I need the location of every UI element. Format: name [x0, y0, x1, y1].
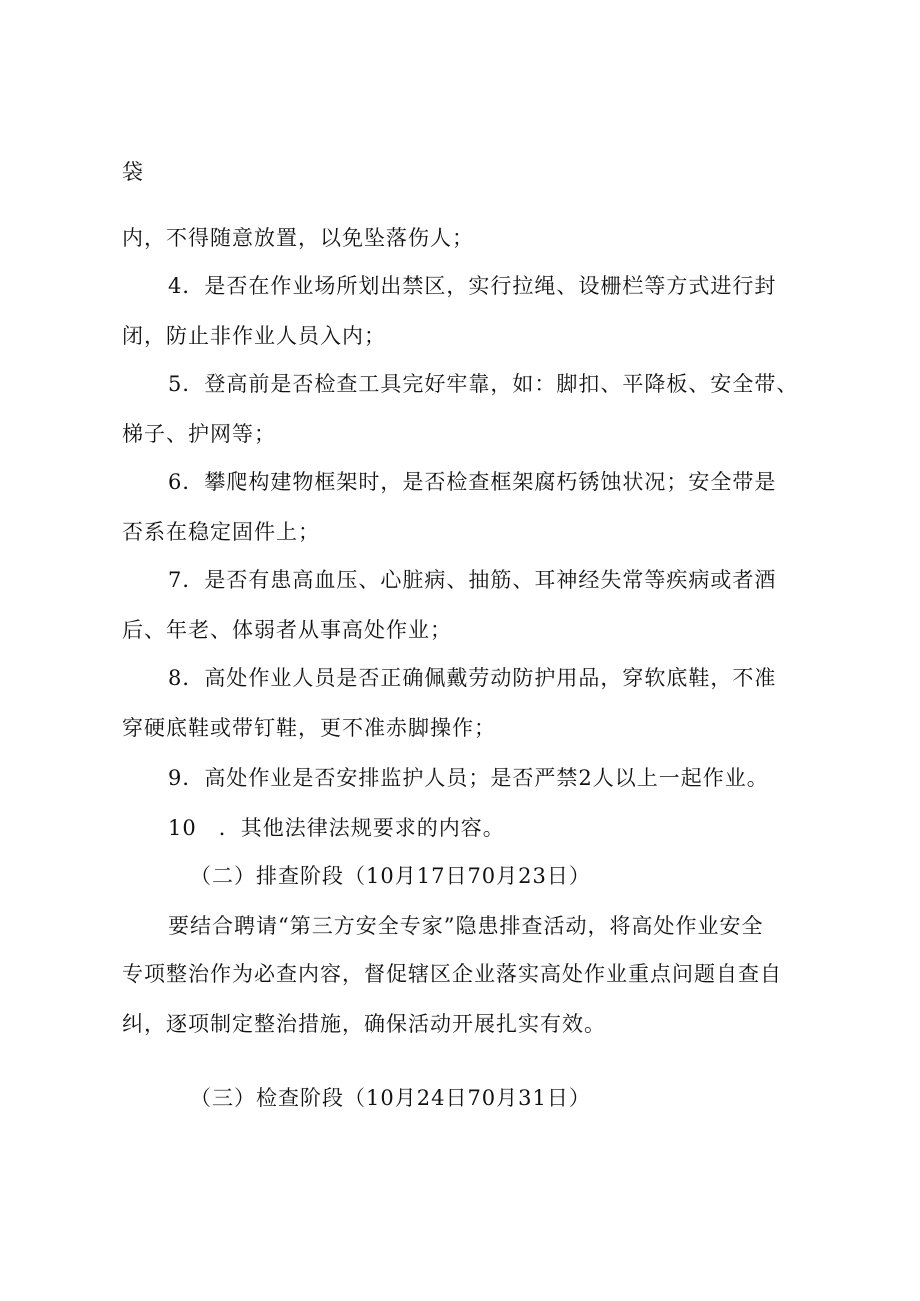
paragraph-line-2: 专项整治作为必查内容，督促辖区企业落实高处作业重点问题自查自 [122, 962, 782, 986]
list-item-4-cont: 闭，防止非作业人员入内； [122, 324, 386, 348]
list-item-5: 5．登高前是否检查工具完好牢靠，如：脚扣、平降板、安全带、 [168, 372, 799, 396]
list-item-7: 7．是否有患高血压、心脏病、抽筋、耳神经失常等疾病或者酒 [168, 568, 777, 592]
section-heading-2: （二）排查阶段（10月17日70月23日） [190, 864, 591, 888]
list-item-5-cont: 梯子、护网等； [122, 422, 276, 446]
section-heading-3: （三）检查阶段（10月24日70月31日） [190, 1086, 591, 1110]
text-line-2: 内，不得随意放置，以免坠落伤人； [122, 226, 474, 250]
list-item-6-cont: 否系在稳定固件上； [122, 520, 320, 544]
paragraph-line-3: 纠，逐项制定整治措施，确保活动开展扎实有效。 [122, 1012, 606, 1036]
list-item-9: 9．高处作业是否安排监护人员；是否严禁2人以上一起作业。 [168, 766, 769, 790]
list-item-8: 8．高处作业人员是否正确佩戴劳动防护用品，穿软底鞋，不准 [168, 666, 777, 690]
list-item-10: 10 ．其他法律法规要求的内容。 [168, 816, 505, 840]
list-item-7-cont: 后、年老、体弱者从事高处作业； [122, 618, 452, 642]
paragraph-line-1: 要结合聘请“第三方安全专家”隐患排查活动，将高处作业安全 [168, 914, 764, 938]
list-item-6: 6．攀爬构建物框架时，是否检查框架腐朽锈蚀状况；安全带是 [168, 470, 777, 494]
text-line-1: 袋 [122, 160, 144, 184]
list-item-8-cont: 穿硬底鞋或带钉鞋，更不准赤脚操作； [122, 716, 496, 740]
list-item-4: 4．是否在作业场所划出禁区，实行拉绳、设栅栏等方式进行封 [168, 274, 777, 298]
